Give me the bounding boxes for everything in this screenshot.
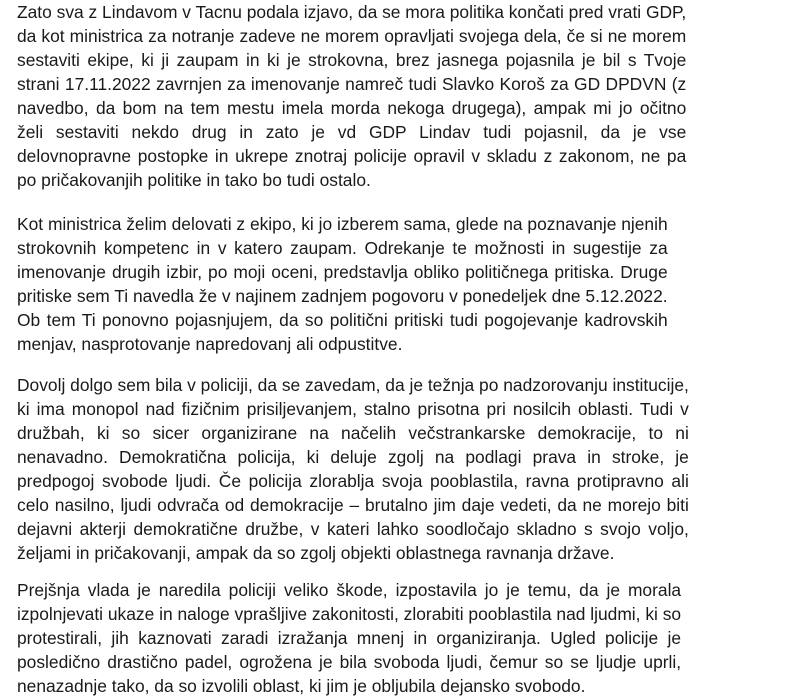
paragraph-line: predpogoj svobode ljudi. Če policija zlorablja svoja pooblastila, ravna protipravno ali [17, 471, 689, 491]
paragraph-line: željami in pričakovanji, ampak da so zgolj objekti oblastnega ravnanja države. [17, 543, 615, 563]
paragraph-line: Prejšnja vlada je naredila policiji veliko škode, izpostavila jo je temu, da je morala [17, 580, 682, 600]
paragraph-1 [17, 0, 686, 192]
paragraph-line: Dovolj dolgo sem bila v policiji, da se zavedam, da je težnja po nadzorovanju institucije, [17, 375, 689, 395]
paragraph-line: ki ima monopol nad fizičnim prisiljevanjem, stalno prisotna pri nosilcih oblasti. Tudi v [17, 399, 689, 419]
paragraph-2 [17, 212, 668, 356]
paragraph-line: delovnopravne postopke in ukrepe znotraj policije opravil v skladu z zakonom, ne pa [17, 146, 687, 166]
paragraph-line: celo nasilno, ljudi odvrača od demokracije – brutalno jim daje vedeti, da ne morejo biti [17, 495, 689, 515]
paragraph-line: nenazadnje tako, da so izvolili oblast, ki jim je obljubila dejansko svobodo. [17, 676, 586, 696]
paragraph-line: po pričakovanjih politike in tako bo tudi ostalo. [17, 170, 371, 190]
paragraph-line: Kot ministrica želim delovati z ekipo, ki jo izberem sama, glede na poznavanje njenih [17, 214, 668, 234]
paragraph-line: da kot ministrica za notranje zadeve ne morem opravljati svojega dela, če si ne morem [17, 26, 687, 46]
paragraph-line: želi sestaviti nekdo drug in zato je vd GDP Lindav tudi pojasnil, da je vse [17, 122, 687, 142]
paragraph-line: strani 17.11.2022 zavrnjen za imenovanje namreč tudi Slavko Koroš za GD DPDVN (z [17, 74, 687, 94]
paragraph-line: strokovnih kompetenc in v katero zaupam. Odrekanje te možnosti in sugestije za [17, 238, 668, 258]
paragraph-3 [17, 373, 689, 565]
paragraph-line: pritiske sem Ti navedla že v najinem zadnjem pogovoru v ponedeljek dne 5.12.2022. [17, 286, 668, 306]
paragraph-line: družbah, ki so sicer organizirane na načelih večstrankarske demokracije, to ni [17, 423, 689, 443]
paragraph-line: izpolnjevati ukaze in naloge vprašljive zakonitosti, zlorabiti pooblastila nad ljudmi, ki so [17, 604, 682, 624]
paragraph-line: Zato sva z Lindavom v Tacnu podala izjavo, da se mora politika končati pred vrati GDP, [17, 2, 687, 22]
paragraph-line: menjav, nasprotovanje napredovanj ali odpustitve. [17, 334, 403, 354]
paragraph-line: imenovanje drugih izbir, po moji oceni, predstavlja obliko političnega pritiska. Druge [17, 262, 668, 282]
paragraph-line: dejavni akterji demokratične družbe, v kateri lahko soodločajo skladno s svojo voljo, [17, 519, 689, 539]
paragraph-line: navedbo, da bom na tem mestu imela morda nekoga drugega), ampak mi jo očitno [17, 98, 687, 118]
paragraph-line: protestirali, jih kaznovati zaradi izražanja mnenj in organiziranja. Ugled policije je [17, 628, 682, 648]
paragraph-4 [17, 578, 681, 698]
paragraph-line: sestaviti ekipe, ki ji zaupam in ki je strokovna, brez jasnega pojasnila je bil s Tvoje [17, 50, 687, 70]
paragraph-line: Ob tem Ti ponovno pojasnjujem, da so politični pritiski tudi pogojevanje kadrovskih [17, 310, 668, 330]
paragraph-line: nenavadno. Demokratična policija, ki deluje zgolj na podlagi prava in stroke, je [17, 447, 689, 467]
paragraph-line: posledično drastično padel, ogrožena je bila svoboda ljudi, čemur so se ljudje uprli, [17, 652, 682, 672]
